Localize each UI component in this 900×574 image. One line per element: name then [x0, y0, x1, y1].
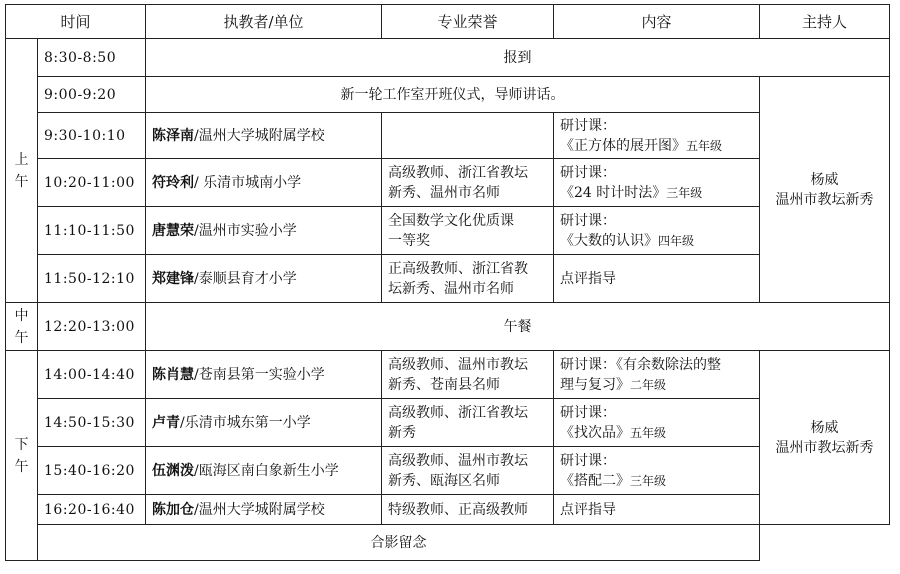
header-row — [6, 5, 890, 39]
teacher-name: 符玲利 — [152, 174, 195, 191]
header-honor: 专业荣誉 — [382, 5, 554, 39]
teacher-cell — [146, 159, 382, 207]
table-row — [6, 113, 890, 159]
teacher-cell — [146, 399, 382, 447]
teacher-unit: / 乐清市城南小学 — [194, 174, 302, 191]
table-row — [6, 77, 890, 113]
teacher-unit: /瓯海区南白象新生小学 — [194, 462, 339, 479]
time-cell: 11:10-11:50 — [38, 207, 146, 255]
schedule-table — [5, 4, 890, 561]
teacher-name: 陈加仓 — [152, 501, 195, 518]
teacher-cell — [146, 113, 382, 159]
teacher-name: 陈泽南 — [152, 127, 195, 144]
time-cell: 15:40-16:20 — [38, 447, 146, 495]
table-row — [6, 525, 890, 561]
honor-cell: 特级教师、正高级教师 — [382, 495, 554, 525]
teacher-unit: /温州大学城附属学校 — [194, 501, 325, 518]
table-row — [6, 303, 890, 351]
time-cell: 16:20-16:40 — [38, 495, 146, 525]
table-row — [6, 39, 890, 77]
table-row — [6, 159, 890, 207]
host-afternoon: 杨威 温州市教坛新秀 — [760, 351, 890, 525]
event-cell: 午餐 — [146, 303, 890, 351]
teacher-unit: /温州市实验小学 — [194, 222, 297, 239]
period-morning: 上 午 — [6, 39, 38, 303]
table-row — [6, 351, 890, 399]
time-cell: 14:50-15:30 — [38, 399, 146, 447]
time-cell: 9:30-10:10 — [38, 113, 146, 159]
content-cell: 研讨课： 《正方体的展开图》五年级 — [554, 113, 760, 159]
teacher-cell — [146, 447, 382, 495]
event-cell: 报到 — [146, 39, 890, 77]
host-morning: 杨威 温州市教坛新秀 — [760, 77, 890, 303]
period-noon: 中 午 — [6, 303, 38, 351]
table-row — [6, 207, 890, 255]
teacher-unit: /苍南县第一实验小学 — [194, 366, 325, 383]
content-cell: 研讨课： 《24 时计时法》三年级 — [554, 159, 760, 207]
time-cell: 12:20-13:00 — [38, 303, 146, 351]
teacher-name: 郑建锋 — [152, 270, 195, 287]
header-content: 内容 — [554, 5, 760, 39]
event-cell: 合影留念 — [38, 525, 760, 561]
teacher-unit: /温州大学城附属学校 — [194, 127, 325, 144]
honor-cell — [382, 113, 554, 159]
time-cell: 8:30-8:50 — [38, 39, 146, 77]
content-cell: 研讨课： 《找次品》五年级 — [554, 399, 760, 447]
honor-cell: 高级教师、浙江省教坛 新秀 — [382, 399, 554, 447]
header-time: 时间 — [6, 5, 146, 39]
honor-cell: 正高级教师、浙江省教 坛新秀、温州市名师 — [382, 255, 554, 303]
teacher-name: 陈肖慧 — [152, 366, 195, 383]
honor-cell: 高级教师、温州市教坛 新秀、瓯海区名师 — [382, 447, 554, 495]
header-teacher-unit: 执教者/单位 — [146, 5, 382, 39]
time-cell: 10:20-11:00 — [38, 159, 146, 207]
table-row — [6, 255, 890, 303]
content-cell: 点评指导 — [554, 495, 760, 525]
teacher-cell — [146, 255, 382, 303]
content-cell: 研讨课： 《搭配二》三年级 — [554, 447, 760, 495]
teacher-unit: /泰顺县育才小学 — [194, 270, 297, 287]
honor-cell: 全国数学文化优质课 一等奖 — [382, 207, 554, 255]
table-row — [6, 399, 890, 447]
time-cell: 9:00-9:20 — [38, 77, 146, 113]
teacher-name: 唐慧荣 — [152, 222, 195, 239]
table-row — [6, 495, 890, 525]
teacher-cell — [146, 351, 382, 399]
teacher-unit: /乐清市城东第一小学 — [180, 414, 311, 431]
teacher-name: 伍渊泼 — [152, 462, 195, 479]
content-cell: 研讨课： 《大数的认识》四年级 — [554, 207, 760, 255]
content-cell: 点评指导 — [554, 255, 760, 303]
table-row — [6, 447, 890, 495]
teacher-cell — [146, 495, 382, 525]
period-afternoon: 下 午 — [6, 351, 38, 561]
time-cell: 11:50-12:10 — [38, 255, 146, 303]
event-cell: 新一轮工作室开班仪式，导师讲话。 — [146, 77, 760, 113]
teacher-cell — [146, 207, 382, 255]
honor-cell: 高级教师、温州市教坛 新秀、苍南县名师 — [382, 351, 554, 399]
time-cell: 14:00-14:40 — [38, 351, 146, 399]
header-host: 主持人 — [760, 5, 890, 39]
content-cell: 研讨课：《有余数除法的整 理与复习》二年级 — [554, 351, 760, 399]
honor-cell: 高级教师、浙江省教坛 新秀、温州市名师 — [382, 159, 554, 207]
teacher-name: 卢青 — [152, 414, 181, 431]
